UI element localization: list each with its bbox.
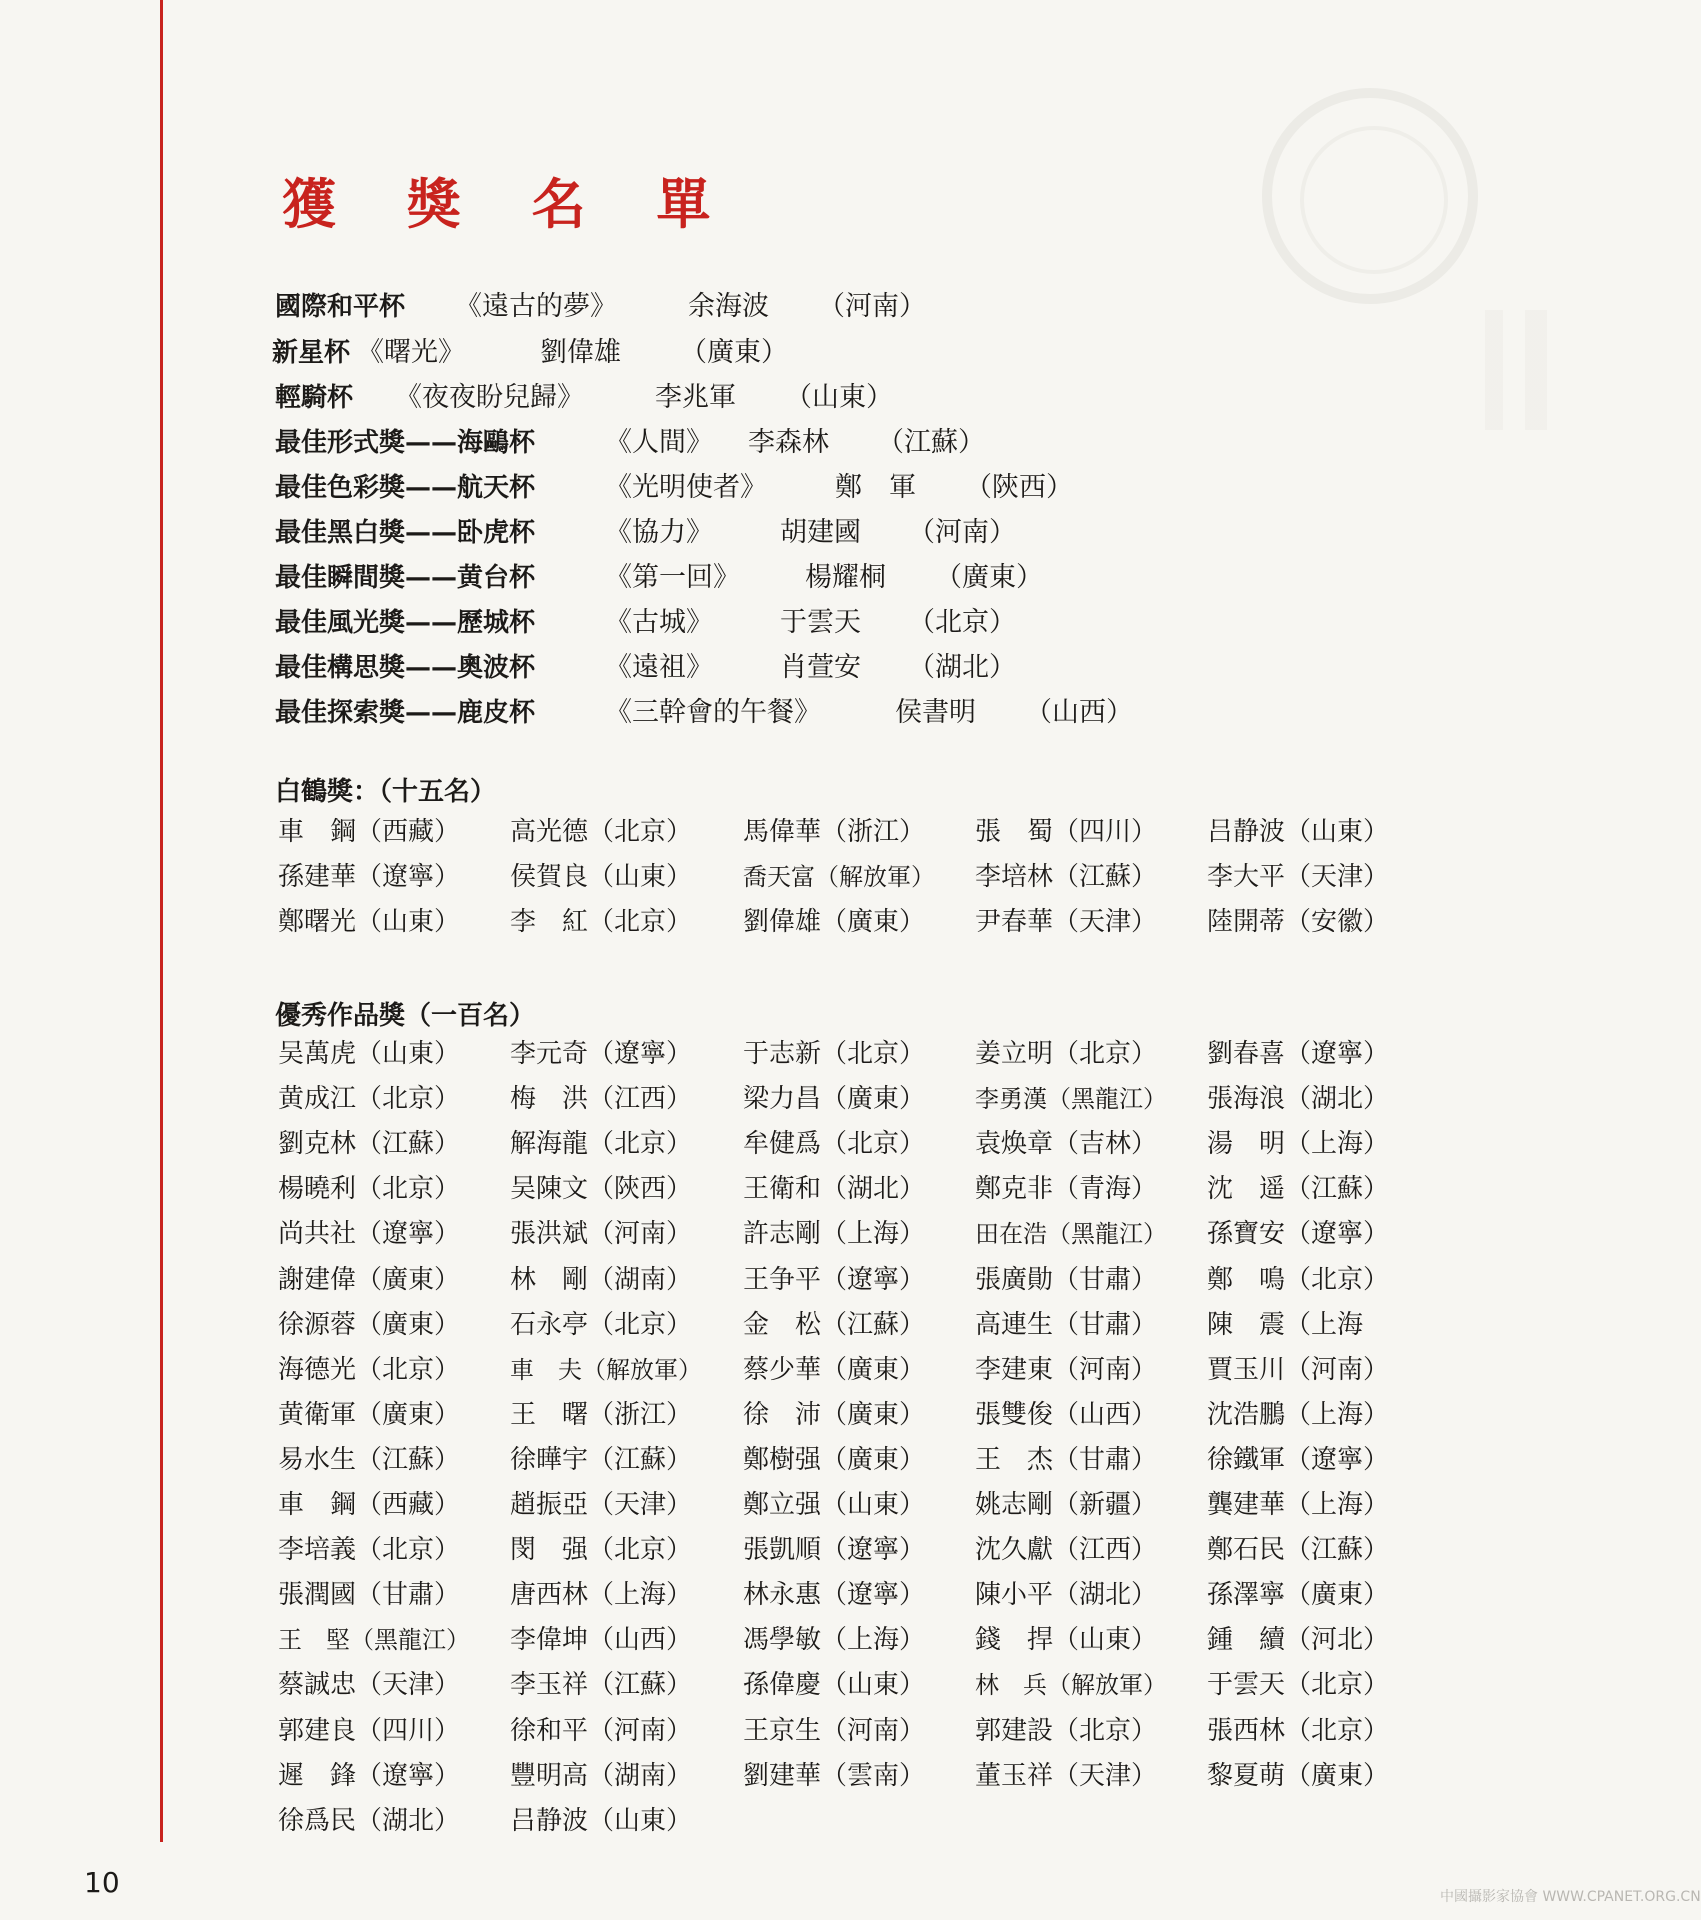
youxiu-winner: 李玉祥（江蘇） — [510, 1670, 693, 1701]
youxiu-winner: 吴陳文（陝西） — [510, 1174, 693, 1205]
award-title: 國際和平杯 — [275, 292, 406, 322]
author-name: 鄭 軍 — [835, 472, 916, 503]
youxiu-winner: 鄭克非（青海） — [975, 1174, 1158, 1205]
youxiu-winner: 沈 遥（江蘇） — [1207, 1174, 1390, 1205]
award-title: 新星杯 — [272, 338, 351, 368]
baihe-heading: 白鶴獎：（十五名） — [275, 777, 497, 807]
youxiu-winner: 于志新（北京） — [743, 1039, 926, 1069]
youxiu-winner: 郭建良（四川） — [278, 1715, 461, 1746]
baihe-winner: 馬偉華（浙江） — [743, 817, 926, 847]
youxiu-winner: 劉春喜（遼寧） — [1207, 1039, 1390, 1069]
youxiu-winner: 徐和平（河南） — [510, 1715, 693, 1746]
award-title: 最佳構思獎——奧波杯 — [275, 653, 536, 683]
author-name: 李森林 — [748, 427, 829, 458]
youxiu-winner: 黄衛軍（廣東） — [278, 1399, 461, 1430]
youxiu-winner: 賈玉川（河南） — [1207, 1354, 1390, 1385]
youxiu-winner: 馮學敏（上海） — [743, 1625, 926, 1656]
youxiu-winner: 徐源蓉（廣東） — [278, 1309, 461, 1340]
author-region: （河南） — [908, 517, 1016, 548]
work-title: 《遠祖》 — [605, 652, 713, 683]
author-name: 楊耀桐 — [805, 562, 886, 593]
youxiu-winner: 吴萬虎（山東） — [278, 1039, 461, 1069]
author-region: （山東） — [785, 382, 893, 413]
youxiu-winner: 姚志剛（新疆） — [975, 1490, 1158, 1520]
award-title: 最佳黑白獎——卧虎杯 — [275, 518, 536, 548]
youxiu-winner: 王 曙（浙江） — [510, 1399, 693, 1430]
youxiu-winner: 石永亭（北京） — [510, 1309, 693, 1340]
youxiu-winner: 林 剛（湖南） — [510, 1264, 693, 1295]
youxiu-winner: 梅 洪（江西） — [510, 1084, 693, 1115]
youxiu-winner: 鍾 續（河北） — [1207, 1625, 1390, 1656]
youxiu-winner: 易水生（江蘇） — [278, 1444, 461, 1475]
baihe-winner: 尹春華（天津） — [975, 907, 1158, 937]
youxiu-winner: 董玉祥（天津） — [975, 1760, 1158, 1791]
youxiu-winner: 尚共社（遼寧） — [278, 1219, 461, 1250]
youxiu-winner: 鄭立强（山東） — [743, 1490, 926, 1520]
youxiu-winner: 豐明高（湖南） — [510, 1760, 693, 1791]
youxiu-winner: 海德光（北京） — [278, 1354, 461, 1385]
author-name: 余海波 — [688, 291, 769, 322]
youxiu-heading: 優秀作品獎（一百名） — [275, 1001, 536, 1031]
author-name: 侯書明 — [895, 697, 976, 728]
youxiu-winner: 田在浩（黑龍江） — [975, 1220, 1167, 1249]
youxiu-winner: 鄭樹强（廣東） — [743, 1444, 926, 1475]
youxiu-winner: 解海龍（北京） — [510, 1129, 693, 1160]
award-title: 最佳形式獎——海鷗杯 — [275, 428, 536, 458]
youxiu-winner: 王争平（遼寧） — [743, 1264, 926, 1295]
work-title: 《協力》 — [605, 517, 713, 548]
youxiu-winner: 王京生（河南） — [743, 1715, 926, 1746]
page-number: 10 — [84, 1866, 120, 1899]
work-title: 《光明使者》 — [605, 472, 767, 503]
youxiu-winner: 閔 强（北京） — [510, 1535, 693, 1566]
youxiu-winner: 林 兵（解放軍） — [975, 1671, 1167, 1700]
red-margin-rule — [160, 0, 163, 1842]
baihe-winner: 李 紅（北京） — [510, 907, 693, 937]
award-title: 輕騎杯 — [275, 383, 354, 413]
youxiu-winner: 龔建華（上海） — [1207, 1490, 1390, 1520]
youxiu-winner: 鄭石民（江蘇） — [1207, 1535, 1390, 1566]
youxiu-winner: 王衛和（湖北） — [743, 1174, 926, 1205]
author-region: （陝西） — [965, 472, 1073, 503]
youxiu-winner: 趙振亞（天津） — [510, 1490, 693, 1520]
work-title: 《夜夜盼兒歸》 — [395, 382, 584, 413]
youxiu-winner: 錢 捍（山東） — [975, 1625, 1158, 1656]
youxiu-winner: 李元奇（遼寧） — [510, 1039, 693, 1069]
youxiu-winner: 郭建設（北京） — [975, 1715, 1158, 1746]
watermark: 中國攝影家協會 WWW.CPANET.ORG.CN — [1440, 1889, 1701, 1905]
work-title: 《三幹會的午餐》 — [605, 697, 821, 728]
youxiu-winner: 孫寶安（遼寧） — [1207, 1219, 1390, 1250]
award-title: 最佳風光獎——歷城杯 — [275, 608, 536, 638]
youxiu-winner: 唐西林（上海） — [510, 1580, 693, 1611]
show-through-emblem-inner — [1300, 126, 1448, 274]
youxiu-winner: 王 杰（甘肅） — [975, 1444, 1158, 1475]
work-title: 《人間》 — [605, 427, 713, 458]
author-region: （江蘇） — [877, 427, 985, 458]
work-title: 《古城》 — [605, 607, 713, 638]
youxiu-winner: 鄭 鳴（北京） — [1207, 1264, 1390, 1295]
baihe-winner: 高光德（北京） — [510, 817, 693, 847]
youxiu-winner: 楊曉利（北京） — [278, 1174, 461, 1205]
youxiu-winner: 張西林（北京） — [1207, 1715, 1390, 1746]
author-name: 于雲天 — [780, 607, 861, 638]
youxiu-winner: 吕静波（山東） — [510, 1805, 693, 1836]
youxiu-winner: 牟健爲（北京） — [743, 1129, 926, 1160]
baihe-winner: 喬天富（解放軍） — [743, 863, 935, 891]
youxiu-winner: 蔡誠忠（天津） — [278, 1670, 461, 1701]
baihe-winner: 陸開蒂（安徽） — [1207, 907, 1390, 937]
youxiu-winner: 遲 鋒（遼寧） — [278, 1760, 461, 1791]
youxiu-winner: 沈久獻（江西） — [975, 1535, 1158, 1566]
baihe-winner: 李大平（天津） — [1207, 862, 1390, 892]
youxiu-winner: 梁力昌（廣東） — [743, 1084, 926, 1115]
youxiu-winner: 黎夏萌（廣東） — [1207, 1760, 1390, 1791]
youxiu-winner: 孫偉慶（山東） — [743, 1670, 926, 1701]
youxiu-winner: 袁焕章（吉林） — [975, 1129, 1158, 1160]
award-title: 最佳瞬間獎——黄台杯 — [275, 563, 536, 593]
youxiu-winner: 李偉坤（山西） — [510, 1625, 693, 1656]
youxiu-winner: 蔡少華（廣東） — [743, 1354, 926, 1385]
work-title: 《遠古的夢》 — [455, 291, 617, 322]
youxiu-winner: 李培義（北京） — [278, 1535, 461, 1566]
youxiu-winner: 徐 沛（廣東） — [743, 1399, 926, 1430]
youxiu-winner: 于雲天（北京） — [1207, 1670, 1390, 1701]
youxiu-winner: 車 鋼（西藏） — [278, 1490, 461, 1520]
youxiu-winner: 張潤國（甘肅） — [278, 1580, 461, 1611]
youxiu-winner: 姜立明（北京） — [975, 1039, 1158, 1069]
youxiu-winner: 湯 明（上海） — [1207, 1129, 1390, 1160]
youxiu-winner: 張海浪（湖北） — [1207, 1084, 1390, 1115]
youxiu-winner: 張洪斌（河南） — [510, 1219, 693, 1250]
baihe-winner: 車 鋼（西藏） — [278, 817, 461, 847]
author-region: （山西） — [1025, 697, 1133, 728]
youxiu-winner: 劉克林（江蘇） — [278, 1129, 461, 1160]
baihe-winner: 劉偉雄（廣東） — [743, 907, 926, 937]
youxiu-winner: 林永惠（遼寧） — [743, 1580, 926, 1611]
youxiu-winner: 徐鐵軍（遼寧） — [1207, 1444, 1390, 1475]
youxiu-winner: 黄成江（北京） — [278, 1084, 461, 1115]
youxiu-winner: 陳 震（上海 — [1207, 1309, 1364, 1340]
award-title: 最佳探索獎——鹿皮杯 — [275, 698, 536, 728]
youxiu-winner: 陳小平（湖北） — [975, 1580, 1158, 1611]
author-name: 胡建國 — [780, 517, 861, 548]
youxiu-winner: 謝建偉（廣東） — [278, 1264, 461, 1295]
youxiu-winner: 李勇漢（黑龍江） — [975, 1085, 1167, 1114]
youxiu-winner: 張凱順（遼寧） — [743, 1535, 926, 1566]
youxiu-winner: 徐爲民（湖北） — [278, 1805, 461, 1836]
youxiu-winner: 車 夫（解放軍） — [510, 1355, 702, 1384]
youxiu-winner: 張雙俊（山西） — [975, 1399, 1158, 1430]
author-region: （廣東） — [680, 337, 788, 368]
youxiu-winner: 高連生（甘肅） — [975, 1309, 1158, 1340]
youxiu-winner: 張廣勛（甘肅） — [975, 1264, 1158, 1295]
youxiu-winner: 徐曄宇（江蘇） — [510, 1444, 693, 1475]
author-name: 劉偉雄 — [540, 337, 621, 368]
baihe-winner: 孫建華（遼寧） — [278, 862, 461, 892]
youxiu-winner: 孫澤寧（廣東） — [1207, 1580, 1390, 1611]
author-region: （湖北） — [908, 652, 1016, 683]
page-title: 獲 獎 名 單 — [282, 173, 737, 236]
baihe-winner: 張 蜀（四川） — [975, 817, 1158, 847]
author-region: （河南） — [818, 291, 926, 322]
show-through-text — [1485, 310, 1585, 430]
baihe-winner: 鄭曙光（山東） — [278, 907, 461, 937]
youxiu-winner: 李建東（河南） — [975, 1354, 1158, 1385]
youxiu-winner: 王 堅（黑龍江） — [278, 1626, 470, 1655]
baihe-winner: 吕静波（山東） — [1207, 817, 1390, 847]
award-title: 最佳色彩獎——航天杯 — [275, 473, 536, 503]
baihe-winner: 侯賀良（山東） — [510, 862, 693, 892]
work-title: 《曙光》 — [357, 337, 465, 368]
author-region: （北京） — [908, 607, 1016, 638]
author-name: 李兆軍 — [655, 382, 736, 413]
baihe-winner: 李培林（江蘇） — [975, 862, 1158, 892]
author-name: 肖萱安 — [780, 652, 861, 683]
youxiu-winner: 許志剛（上海） — [743, 1219, 926, 1250]
youxiu-winner: 金 松（江蘇） — [743, 1309, 926, 1340]
author-region: （廣東） — [935, 562, 1043, 593]
youxiu-winner: 劉建華（雲南） — [743, 1760, 926, 1791]
youxiu-winner: 沈浩鵬（上海） — [1207, 1399, 1390, 1430]
work-title: 《第一回》 — [605, 562, 740, 593]
